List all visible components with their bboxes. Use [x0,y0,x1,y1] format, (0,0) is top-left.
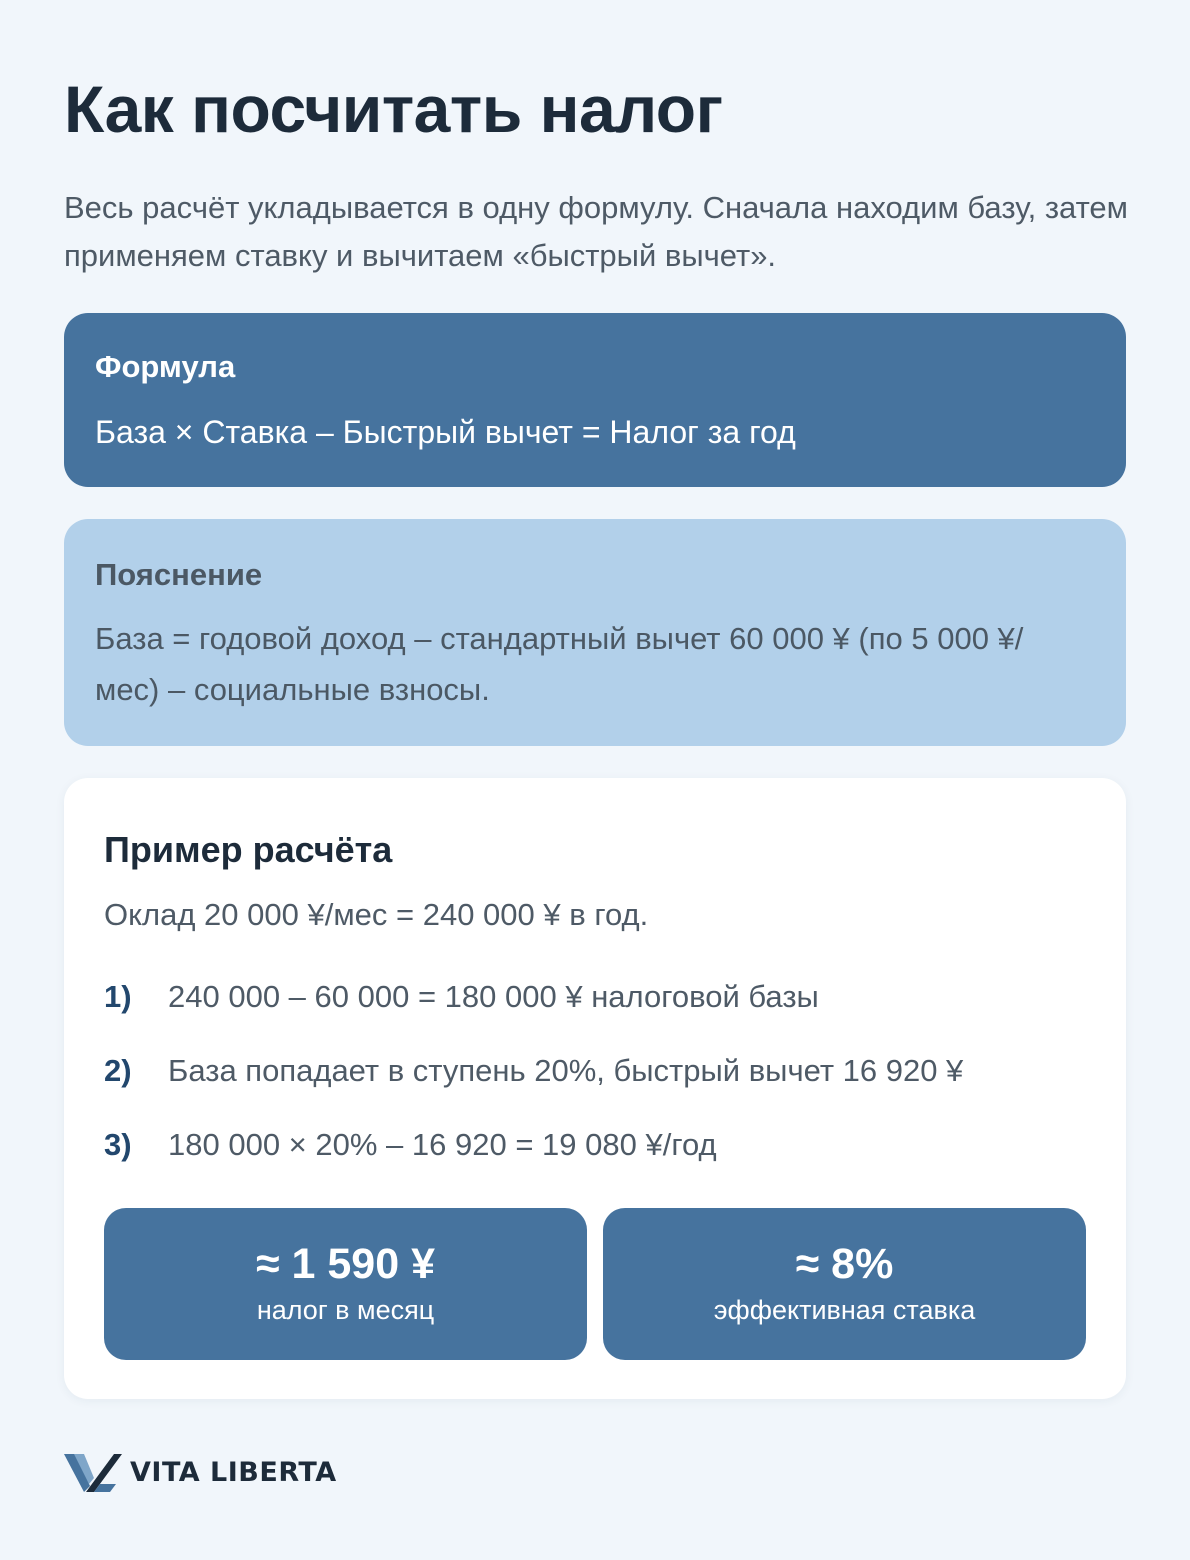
brand-logo [64,1452,337,1492]
formula-title: Формула [95,349,236,384]
example-title: Пример расчёта [104,829,393,870]
result-value: ≈ 1 590 ¥ [255,1240,435,1288]
vita-liberta-logo-icon [64,1452,122,1492]
step-number: 2) [104,1053,132,1088]
step-text: База попадает в ступень 20%, быстрый вычет 16 920 ¥ [168,1053,964,1088]
example-card [64,778,1126,1399]
formula-text: База × Ставка – Быстрый вычет = Налог за год [95,414,796,450]
result-label: налог в месяц [256,1295,435,1325]
list-item [104,1050,963,1092]
step-text: 240 000 – 60 000 = 180 000 ¥ налоговой базы [168,979,819,1014]
logo-text: VITA LIBERTA [130,1456,337,1488]
effective-rate-result [603,1208,1086,1360]
explanation-text: База = годовой доход – стандартный вычет 60 000 ¥ (по 5 000 ¥/мес) – социальные взносы. [95,621,1024,707]
formula-card [64,313,1126,487]
step-text: 180 000 × 20% – 16 920 = 19 080 ¥/год [168,1127,717,1162]
monthly-tax-result [104,1208,587,1360]
example-salary: Оклад 20 000 ¥/мес = 240 000 ¥ в год. [104,897,649,932]
list-item [104,976,963,1018]
explanation-card [64,519,1126,746]
intro-text: Весь расчёт укладывается в одну формулу. Сначала находим базу, затем применяем ставку и вычитаем «быстрый вычет». [64,190,1128,273]
calculation-steps [104,976,963,1198]
page-title: Как посчитать налог [64,72,723,146]
step-number: 3) [104,1127,132,1162]
explanation-title: Пояснение [95,557,263,592]
result-value: ≈ 8% [795,1240,894,1288]
list-item [104,1124,963,1166]
step-number: 1) [104,979,132,1014]
result-label: эффективная ставка [713,1295,976,1325]
